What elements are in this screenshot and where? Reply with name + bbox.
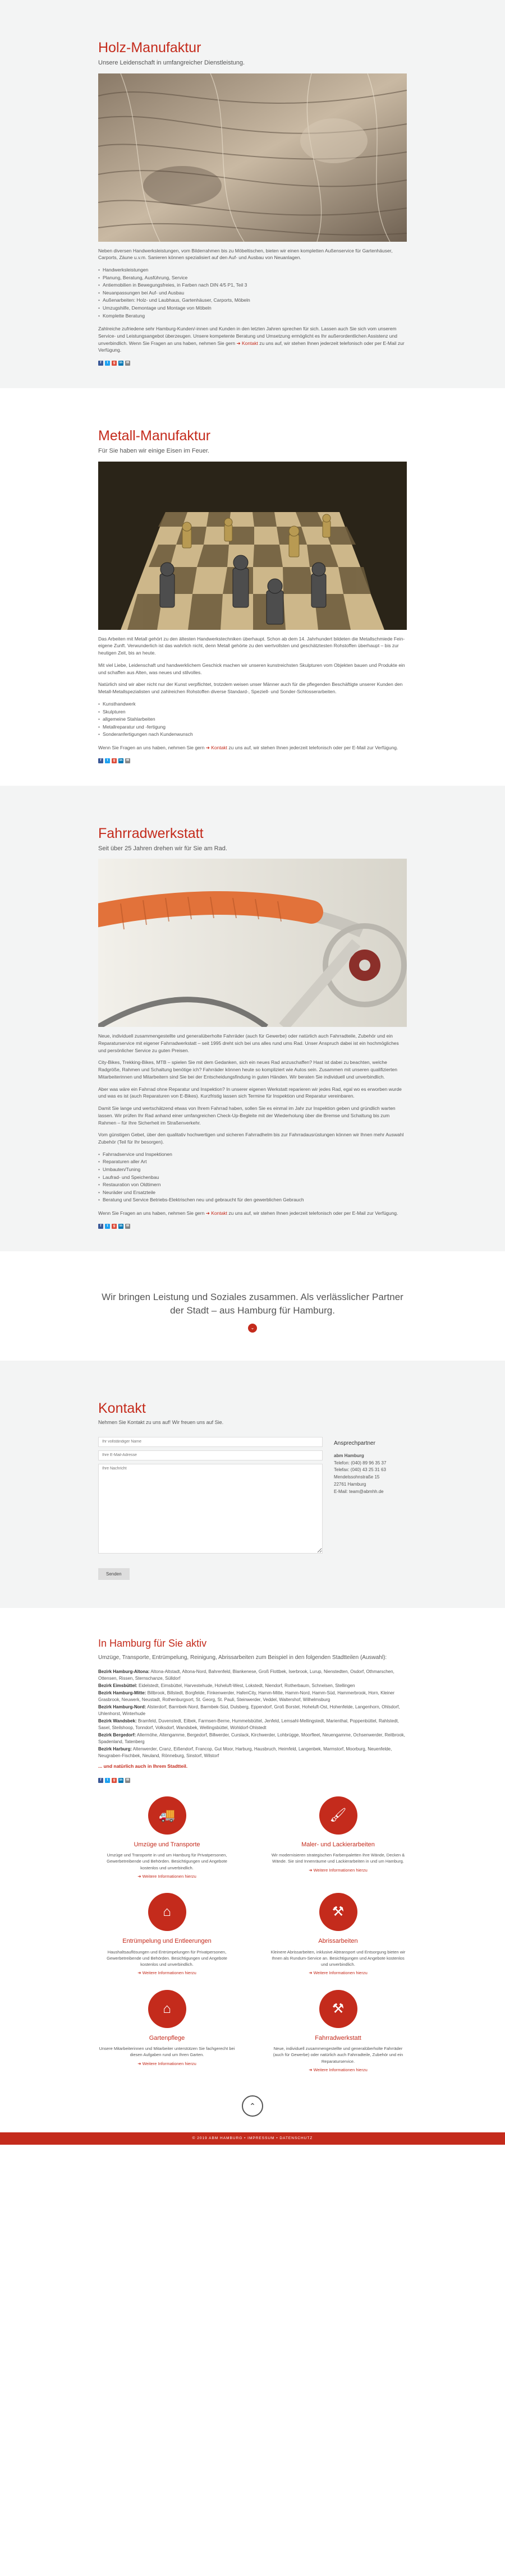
- list-item: • Restauration von Oldtimern: [98, 1181, 407, 1189]
- facebook-icon[interactable]: f: [98, 1778, 103, 1783]
- list-item: • Reparaturen aller Art: [98, 1158, 407, 1166]
- linkedin-icon[interactable]: in: [119, 1224, 123, 1228]
- holz-section: [0, 0, 505, 388]
- linkedin-icon[interactable]: in: [119, 361, 123, 365]
- facebook-icon[interactable]: f: [98, 758, 103, 763]
- list-item: • Fahrradservice und Inspektionen: [98, 1151, 407, 1159]
- contact-link[interactable]: ➜ Kontakt: [236, 340, 258, 346]
- name-field[interactable]: [98, 1437, 323, 1447]
- holz-title: Holz-Manufaktur: [98, 40, 201, 56]
- list-item: • Außenarbeiten: Holz- und Laubhaus, Gartenhäuser, Carports, Möbeln: [98, 297, 407, 305]
- list-item: • Sonderanfertigungen nach Kundenwunsch: [98, 731, 407, 739]
- footer: © 2019 ABM HAMBURG • IMPRESSUM • DATENSCHUTZ: [0, 2132, 505, 2145]
- contact-section: [0, 1361, 505, 1608]
- service-title: Fahrradwerkstatt: [315, 2034, 361, 2042]
- chevron-down-icon[interactable]: ⌄: [248, 1324, 257, 1333]
- contact-address: [334, 1437, 386, 1580]
- mail-icon[interactable]: ✉: [126, 361, 130, 365]
- contact-grid: [98, 1437, 407, 1580]
- holz-subtitle: Unsere Leidenschaft in umfangreicher Dienstleistung.: [98, 59, 245, 66]
- service-text: Kleinere Abrissarbeiten, inklusive Abtransport und Entsorgung bieten wir Ihnen als Rundum-Service an. Besichtigungen und Angebote kostenlos und unverbindlich.: [270, 1949, 406, 1967]
- metall-text-2: Mit viel Liebe, Leidenschaft und handwerklichem Geschick machen wir unseren kunstreichsten Skulpturen vom Objekten bauen und Produkte ein und schaffen aus Alten, was neues und stilvolles.: [98, 662, 405, 675]
- district-list: [98, 1669, 407, 1759]
- district-item: Bezirk Eimsbüttel: Eidelstedt, Eimsbüttel, Harvestehude, Hoheluft-West, Lokstedt, Niendorf, Rotherbaum, Schnelsen, Stellingen: [98, 1683, 355, 1688]
- share-buttons: [98, 758, 407, 763]
- fahrrad-text-2: City-Bikes, Trekking-Bikes, MTB – spielen Sie mit dem Gedanken, sich ein neues Rad anzuschaffen? Hast ist dabei zu beachten, welche Radgröße, Rahmen und Schaltung benötige ich? Fahrräder können heute so kompliziert wie Autos sein. Zusammen mit unseren qualifizierten Mitarbeiterinnen und Mitarbeitern sind Sie bei der Entscheidungsfindung in guten Händen. Wir beraten Sie individuell und unverbindlich.: [98, 1059, 397, 1080]
- fahrrad-list: [98, 1151, 407, 1204]
- natural-note: ... und natürlich auch in Ihrem Stadtteil.: [98, 1763, 188, 1769]
- fahrrad-title: Fahrradwerkstatt: [98, 825, 204, 841]
- facebook-icon[interactable]: f: [98, 361, 103, 366]
- list-item: • Planung, Beratung, Ausführung, Service: [98, 274, 407, 282]
- hammer-icon: ⚒: [319, 1990, 357, 2028]
- house-icon: ⌂: [148, 1990, 186, 2028]
- list-item: • Umzugshilfe, Demontage und Montage von Möbeln: [98, 305, 407, 312]
- district-item: Bezirk Bergedorf: Allermöhe, Altengamme, Bergedorf, Billwerder, Curslack, Kirchwerder, Lohbrügge, Moorfleet, Neuengamme, Ochsenwerder, Reitbrook, Spadenland, Tatenberg: [98, 1732, 405, 1744]
- service-fahrrad: [269, 1990, 407, 2073]
- google-plus-icon[interactable]: g: [112, 361, 117, 366]
- fahrrad-text-6: Wenn Sie Fragen an uns haben, nehmen Sie gern ➜ Kontakt zu uns auf, wir stehen Ihnen jederzeit telefonisch oder per E-Mail zur Verfügung.: [98, 1210, 398, 1216]
- email-link[interactable]: E-Mail: team@abmhh.de: [334, 1489, 384, 1494]
- list-item: • Neuräder und Ersatzteile: [98, 1189, 407, 1197]
- aktiv-section: [0, 1608, 505, 2117]
- district-item: Bezirk Harburg: Altenwerder, Cranz, Eißendorf, Francop, Gut Moor, Harburg, Hausbruch, Heimfeld, Langenbek, Marmstorf, Moorburg, Neuenfelde, Neugraben-Fischbek, Neuland, Rönneburg, Sinstorf, Wilstorf: [98, 1746, 392, 1758]
- share-buttons: [98, 1778, 407, 1783]
- services-grid: [98, 1796, 407, 2073]
- fahrrad-text-5: Vom günstigen Gebet, über den qualitativ hochwertigen und sicheren Fahrradhelm bis zur Fahrradausrüstungen können wir Ihnen mehr Auswahl Zubehör (Teil für Ihr besorgen).: [98, 1132, 404, 1145]
- wood-image: [98, 73, 407, 242]
- paint-roller-icon: 🖌: [319, 1796, 357, 1835]
- service-title: Maler- und Lackierarbeiten: [301, 1841, 375, 1848]
- google-plus-icon[interactable]: g: [112, 1778, 117, 1783]
- metall-subtitle: Für Sie haben wir einige Eisen im Feuer.: [98, 448, 210, 455]
- service-garten: [98, 1990, 236, 2073]
- bicycle-image: [98, 859, 407, 1027]
- metall-text-1: Das Arbeiten mit Metall gehört zu den ältesten Handwerkstechniken überhaupt. Schon ab dem 14. Jahrhundert bildeten die Metallschmiede Fein-eigene Zunft. Verwunderlich ist das wahrlich nicht, denn Metall gehörte zu den wertvollsten und geschätztesten Rohstoffen überhaupt – bis zur heutigen Zeit, bis an heute.: [98, 635, 405, 656]
- district-item: Bezirk Hamburg-Nord: Alsterdorf, Barmbek-Nord, Barmbek-Süd, Dulsberg, Eppendorf, Groß Borstel, Hoheluft-Ost, Hohenfelde, Langenhorn, Ohlsdorf, Uhlenhorst, Winterhude: [98, 1704, 400, 1716]
- contact-subtitle: Nehmen Sie Kontakt zu uns auf! Wir freuen uns auf Sie.: [98, 1420, 224, 1426]
- service-abriss: [269, 1893, 407, 1976]
- service-text: Umzüge und Transporte in und um Hamburg für Privatpersonen, Gewerbetreibende und Behörden. Besichtigungen und Angebote kostenlos und unverbindlich.: [107, 1852, 227, 1870]
- metall-list: [98, 701, 407, 739]
- more-link[interactable]: ➜ Weitere Informationen hierzu: [137, 2061, 196, 2066]
- contact-link[interactable]: ➜ Kontakt: [205, 1210, 228, 1216]
- more-link[interactable]: ➜ Weitere Informationen hierzu: [309, 2067, 368, 2072]
- fax: Telefax: (040) 43 25 31 63: [334, 1467, 386, 1473]
- service-text: Wir modernisieren strategischen Farbenpaletten Ihre Wände, Decken & Wände. Sie sind Innenräume und Lackierarbeiten in und um Hamburg.: [271, 1852, 405, 1864]
- google-plus-icon[interactable]: g: [112, 1224, 117, 1229]
- more-link[interactable]: ➜ Weitere Informationen hierzu: [137, 1970, 196, 1976]
- city: 22761 Hamburg: [334, 1482, 366, 1487]
- service-title: Entrümpelung und Entleerungen: [122, 1938, 212, 1945]
- street: Mendelssohnstraße 15: [334, 1474, 380, 1480]
- linkedin-icon[interactable]: in: [119, 758, 123, 762]
- twitter-icon[interactable]: t: [105, 1224, 110, 1229]
- metall-title: Metall-Manufaktur: [98, 428, 211, 444]
- mail-icon[interactable]: ✉: [126, 758, 130, 762]
- district-item: Bezirk Wandsbek: Bramfeld, Duvenstedt, Eilbek, Farmsen-Berne, Hummelsbüttel, Jenfeld, Lemsahl-Mellingstedt, Marienthal, Poppenbüttel, Rahlstedt, Sasel, Steilshoop, Tonndorf, Volksdorf, Wandsbek, Wellingsbüttel, Wohldorf-Ohlstedt: [98, 1718, 399, 1730]
- list-item: • Umbauten/Tuning: [98, 1166, 407, 1174]
- service-title: Gartenpflege: [149, 2034, 185, 2042]
- facebook-icon[interactable]: f: [98, 1224, 103, 1229]
- send-button[interactable]: Senden: [98, 1568, 130, 1580]
- aktiv-title: In Hamburg für Sie aktiv: [98, 1637, 207, 1649]
- more-link[interactable]: ➜ Weitere Informationen hierzu: [309, 1970, 368, 1976]
- contact-form: [98, 1437, 323, 1580]
- list-item: • Skulpturen: [98, 708, 407, 716]
- email-field[interactable]: [98, 1450, 323, 1460]
- list-item: • Laufrad- und Speichenbau: [98, 1174, 407, 1182]
- twitter-icon[interactable]: t: [105, 758, 110, 763]
- more-link[interactable]: ➜ Weitere Informationen hierzu: [137, 1873, 196, 1879]
- fahrrad-section: [0, 786, 505, 1251]
- house-icon: ⌂: [148, 1893, 186, 1931]
- share-buttons: [98, 1224, 407, 1229]
- district-item: Bezirk Hamburg-Altona: Altona-Altstadt, Altona-Nord, Bahrenfeld, Blankenese, Groß Flottbek, Iserbrook, Lurup, Nienstedten, Osdorf, Othmarschen, Ottensen, Rissen, Sternschanze, Sülldorf: [98, 1669, 394, 1681]
- company-name: abm Hamburg: [334, 1453, 364, 1458]
- list-item: • Handwerksleistungen: [98, 266, 407, 274]
- metall-text-4: Wenn Sie Fragen an uns haben, nehmen Sie gern ➜ Kontakt zu uns auf, wir stehen Ihnen jederzeit telefonisch oder per E-Mail zur Verfügung.: [98, 744, 398, 750]
- aktiv-subtitle: Umzüge, Transporte, Entrümpelung, Reinigung, Abrissarbeiten zum Beispiel in den folgenden Stadtteilen (Auswahl):: [98, 1654, 387, 1661]
- twitter-icon[interactable]: t: [105, 1778, 110, 1783]
- metall-text-3: Natürlich sind wir aber nicht nur der Kunst verpflichtet, trotzdem weisen unser Männer auch für die pflegenden Beschäftigte unserer Kunden den Metall-Metallspezialisten und zahlreichen Rohstoffen diverse Standard-, Speziell- und Sonder-Schlosserarbeiten.: [98, 681, 403, 695]
- contact-link[interactable]: ➜ Kontakt: [205, 744, 228, 750]
- chess-image: [98, 462, 407, 630]
- list-item: • Kunsthandwerk: [98, 701, 407, 708]
- twitter-icon[interactable]: t: [105, 361, 110, 366]
- mail-icon[interactable]: ✉: [126, 1778, 130, 1782]
- message-field[interactable]: [98, 1464, 323, 1554]
- holz-text-1: Neben diversen Handwerksleistungen, vom Bilderrahmen bis zu Möbeltischen, bieten wir einen kompletten Außenservice für Gartenhäuser, Carports, Zäune u.v.m. Sanieren können spezialisiert auf den Auf- und Ausbau von Neuanlagen.: [98, 247, 393, 261]
- service-umzuege: [98, 1796, 236, 1880]
- list-item: • Beratung und Service Betriebs-Elektrischen neu und gebraucht für den gewerblichen Gebrauch: [98, 1196, 407, 1204]
- service-text: Unsere Mitarbeiterinnen und Mitarbeiter unterstützen Sie fachgerecht bei diesen Aufgaben rund um Ihren Garten.: [99, 2046, 235, 2058]
- google-plus-icon[interactable]: g: [112, 758, 117, 763]
- list-item: • Komplette Beratung: [98, 312, 407, 320]
- fahrrad-text-1: Neue, individuell zusammengestellte und generalüberholte Fahrräder (auch für Gewerbe) oder natürlich auch Fahrradteile, Zubehör und ein Reparaturservice mit eigener Fahrradwerkstatt – seit 1995 dreht sich bei uns alles rund ums Rad. Unser Anspruch dabei ist ein hochmögliches und persönlicher Service zu guten Preisen.: [98, 1033, 399, 1053]
- metall-section: [0, 388, 505, 785]
- linkedin-icon[interactable]: in: [119, 1778, 123, 1782]
- truck-icon: 🚚: [148, 1796, 186, 1835]
- scroll-up-button[interactable]: ⌃: [242, 2095, 263, 2117]
- claim-section: [0, 1251, 505, 1361]
- service-text: Neue, individuell zusammengestellte und generalüberholte Fahrräder (auch für Gewerbe) oder natürlich auch Fahrradteile, Zubehör und ein Reparaturservice.: [273, 2046, 403, 2064]
- district-item: Bezirk Hamburg-Mitte: Billbrook, Billstedt, Borgfelde, Finkenwerder, HafenCity, Hamm-Mitte, Hamm-Nord, Hamm-Süd, Hammerbrook, Horn, Kleiner Grasbrook, Neuwerk, Neustadt, Rothenburgsort, St. Georg, St. Pauli, Steinwerder, Veddel, Waltershof, Wilhelmsburg: [98, 1690, 395, 1702]
- list-item: • Neuanpassungen bei Auf- und Ausbau: [98, 289, 407, 297]
- holz-text-2: Zahlreiche zufriedene sehr Hamburg-Kunden/-innen und Kunden in den letzten Jahren sprechen für sich. Lassen auch Sie sich vom unserem Service- und Leistungsangebot überzeugen. Unsere kompetente Beratung und Umsetzung ermöglicht es Ihr außerordentlichen Assistenz und unverbindlich. Wenn Sie Fragen an uns haben, nehmen Sie gern ➜ Kontakt zu uns auf, wir stehen Ihnen jederzeit telefonisch oder per E-Mail zur Verfügung.: [98, 326, 405, 353]
- fahrrad-text-3: Aber was wäre ein Fahrrad ohne Reparatur und Inspektion? In unserer eigenen Werkstatt reparieren wir jedes Rad, egal wo es erworben wurde und was es ist (auch Reparaturen von E-Bikes). Kurzfristig lassen sich Termine für Inspektion und Reparatur vereinbaren.: [98, 1086, 402, 1099]
- holz-list: [98, 266, 407, 320]
- list-item: • allgemeine Stahlarbeiten: [98, 716, 407, 724]
- fahrrad-text-4: Damit Sie lange und wertschätzend etwas von Ihrem Fahrrad haben, sollen Sie es einmal im Jahr zur Inspektion geben und gründlich warten lassen. Wir prüfen Ihr Rad anhand einer umfangreichen Check-Up-Begleite mit der Wiederholung über die Bremse und Schaltung bis zum Rahmen – für Ihre Sicherheit im Straßenverkehr.: [98, 1105, 396, 1126]
- list-item: • Metallreparatur und -fertigung: [98, 724, 407, 731]
- service-entruempelung: [98, 1893, 236, 1976]
- list-item: • Antiemobilien in Bewegungsfreies, in Farben nach DIN 4/5 P1, Teil 3: [98, 282, 407, 289]
- hammer-icon: ⚒: [319, 1893, 357, 1931]
- partner-label: Ansprechpartner: [334, 1440, 375, 1446]
- claim-text: Wir bringen Leistung und Soziales zusammen. Als verlässlicher Partner der Stadt – aus Hamburg für Hamburg.: [102, 1291, 403, 1316]
- phone: Telefon: (040) 89 96 35 37: [334, 1460, 387, 1466]
- fahrrad-subtitle: Seit über 25 Jahren drehen wir für Sie am Rad.: [98, 845, 227, 852]
- service-title: Abrissarbeiten: [318, 1938, 358, 1945]
- more-link[interactable]: ➜ Weitere Informationen hierzu: [309, 1867, 368, 1873]
- mail-icon[interactable]: ✉: [126, 1224, 130, 1228]
- contact-title: Kontakt: [98, 1400, 146, 1417]
- service-maler: [269, 1796, 407, 1880]
- share-buttons: [98, 361, 407, 366]
- service-title: Umzüge und Transporte: [134, 1841, 200, 1848]
- service-text: Haushaltsauflösungen und Entrümpelungen für Privatpersonen, Gewerbetreibende und Behörden. Besichtigungen und Angebote kostenlos und unverbindlich.: [107, 1949, 227, 1967]
